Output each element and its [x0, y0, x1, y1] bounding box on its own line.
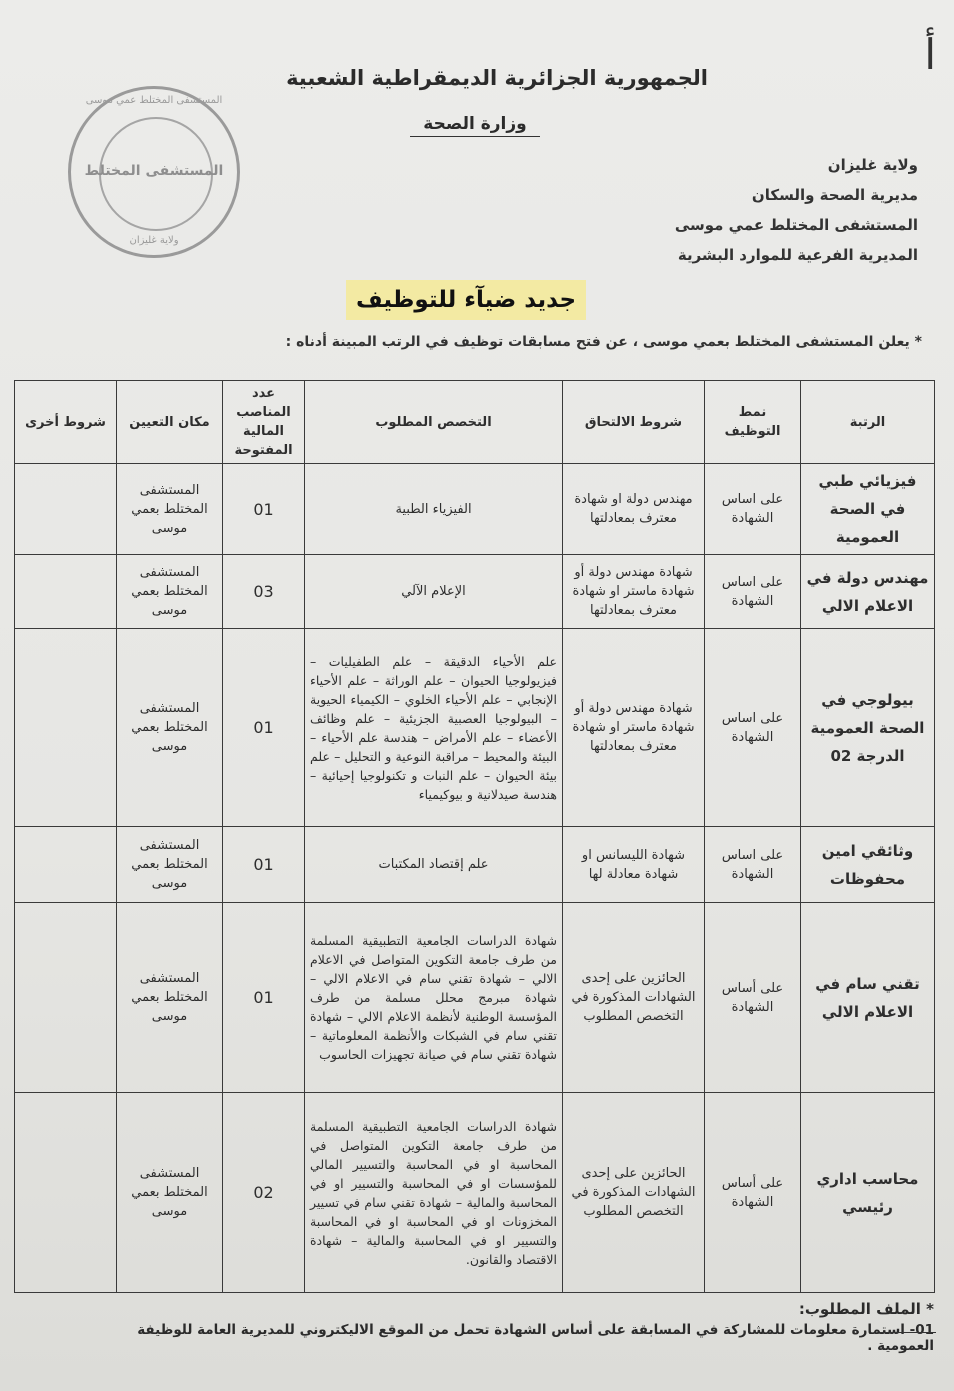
footer-underline: [880, 1332, 936, 1333]
cell-posts: 02: [223, 1093, 305, 1293]
header-conditions: شروط الالتحاق: [563, 381, 705, 464]
header-line-subdirectorate: المديرية الفرعية للموارد البشرية: [677, 246, 918, 264]
cell-specialty: شهادة الدراسات الجامعية التطبيقية المسلمة من طرف جامعة التكوين المتواصل في المحاسبة او في المحاسبة والتسيير المالي للمؤسسات او في المحاسبة والتسيير او في المحاسبة والمالية – شهادة تقني سام في تسيير المخزونات او في المحاسبة او في المحاسبة والتسيير او في المحاسبة والمالية – شهادة الاقتصاد والقانون.: [305, 1093, 563, 1293]
required-file-item-1: 01- استمارة معلومات للمشاركة في المسابقة على أساس الشهادة تحمل من الموقع الاليكتروني للمديرية العامة للوظيفة العمومية .: [137, 1322, 934, 1354]
cell-other: [15, 1093, 117, 1293]
official-stamp: [68, 86, 240, 258]
cell-specialty: علم الأحياء الدقيقة – علم الطفيليات – فيزيولوجيا الحيوان – علم الوراثة – علم الأحياء الإنجابي – علم الأحياء الخلوي – الكيمياء الحيوية – البيولوجيا العصبية الجزيئية – علم وظائف الأعضاء – علم الأمراض – هندسة علم الأحياء – البيئة والمحيط – مراقبة النوعية و التحليل – علم بيئة الحيوان – علم النبات و تكنولوجيا إحيائية – هندسة صيدلانية و بيوكيمياء: [305, 629, 563, 827]
cell-place: المستشفى المختلط بعمي موسى: [117, 464, 223, 555]
table-row: [15, 629, 935, 827]
cell-conditions: شهادة الليسانس او شهادة معادلة لها: [563, 827, 705, 903]
ministry-title: وزارة الصحة: [410, 114, 540, 137]
cell-other: [15, 555, 117, 629]
stamp-ring-top: المستشفى المختلط عمي موسى: [85, 95, 223, 106]
header-posts: عدد المناصب المالية المفتوحة: [223, 381, 305, 464]
cell-posts: 01: [223, 903, 305, 1093]
stamp-center-text: المستشفى المختلط: [84, 163, 224, 179]
cell-rank: مهندس دولة في الاعلام الالي: [801, 555, 935, 629]
cell-mode: على أساس الشهادة: [705, 903, 801, 1093]
cell-mode: على اساس الشهادة: [705, 827, 801, 903]
table-row: [15, 827, 935, 903]
corner-mark: أ: [924, 30, 936, 79]
header-mode: نمط التوظيف: [705, 381, 801, 464]
cell-rank: بيولوجي في الصحة العمومية الدرجة 02: [801, 629, 935, 827]
cell-other: [15, 464, 117, 555]
header-address-block: [675, 150, 918, 270]
cell-rank: وثائقي امين محفوظات: [801, 827, 935, 903]
cell-mode: على اساس الشهادة: [705, 555, 801, 629]
cell-other: [15, 827, 117, 903]
cell-rank: تقني سام في الاعلام الالي: [801, 903, 935, 1093]
cell-rank: فيزيائي طبي في الصحة العمومية: [801, 464, 935, 555]
header-rank: الرتبة: [801, 381, 935, 464]
cell-other: [15, 629, 117, 827]
cell-posts: 01: [223, 629, 305, 827]
stamp-ring-bottom: ولاية غليزان: [129, 235, 179, 246]
cell-conditions: شهادة مهندس دولة أو شهادة ماستر او شهادة معترف بمعادلتها: [563, 555, 705, 629]
cell-posts: 03: [223, 555, 305, 629]
table-row: [15, 1093, 935, 1293]
table-row: [15, 555, 935, 629]
cell-specialty: شهادة الدراسات الجامعية التطبيقية المسلمة من طرف جامعة التكوين المتواصل في الاعلام الالي – شهادة تقني سام في الاعلام الالي – شهادة مبرمج محلل مسلمة من طرف المؤسسة الوطنية لأنظمة الاعلام الالي – شهادة تقني سام في الشبكات والأنظمة المعلوماتية – شهادة تقني سام في صيانة تجهيزات الحاسوب: [305, 903, 563, 1093]
cell-rank: محاسب اداري رئيسي: [801, 1093, 935, 1293]
positions-table: [14, 380, 935, 1293]
cell-posts: 01: [223, 827, 305, 903]
header-line-wilaya: ولاية غليزان: [827, 156, 918, 174]
republic-title: الجمهورية الجزائرية الديمقراطية الشعبية: [286, 66, 708, 90]
cell-mode: على أساس الشهادة: [705, 1093, 801, 1293]
watermark-banner: جديد ضيآء للتوظيف: [346, 280, 586, 320]
table-row: [15, 903, 935, 1093]
cell-place: المستشفى المختلط بعمي موسى: [117, 555, 223, 629]
required-file-title: * الملف المطلوب:: [798, 1300, 934, 1318]
cell-place: المستشفى المختلط بعمي موسى: [117, 1093, 223, 1293]
cell-mode: على اساس الشهادة: [705, 629, 801, 827]
cell-posts: 01: [223, 464, 305, 555]
header-line-hospital: المستشفى المختلط عمي موسى: [674, 216, 918, 234]
table-header-row: [15, 381, 935, 464]
header-other: شروط أخرى: [15, 381, 117, 464]
cell-specialty: الإعلام الآلي: [305, 555, 563, 629]
cell-other: [15, 903, 117, 1093]
cell-place: المستشفى المختلط بعمي موسى: [117, 903, 223, 1093]
cell-conditions: الحائزين على إحدى الشهادات المذكورة في التخصص المطلوب: [563, 903, 705, 1093]
announcement-text: * يعلن المستشفى المختلط بعمي موسى ، عن فتح مسابقات توظيف في الرتب المبينة أدناه :: [285, 334, 922, 350]
header-place: مكان التعيين: [117, 381, 223, 464]
cell-conditions: الحائزين على إحدى الشهادات المذكورة في التخصص المطلوب: [563, 1093, 705, 1293]
cell-place: المستشفى المختلط بعمي موسى: [117, 629, 223, 827]
cell-specialty: علم إقتصاد المكتبات: [305, 827, 563, 903]
cell-place: المستشفى المختلط بعمي موسى: [117, 827, 223, 903]
cell-conditions: مهندس دولة او شهادة معترف بمعادلتها: [563, 464, 705, 555]
table-row: [15, 464, 935, 555]
header-line-directorate: مديرية الصحة والسكان: [751, 186, 918, 204]
header-specialty: التخصص المطلوب: [305, 381, 563, 464]
cell-mode: على اساس الشهادة: [705, 464, 801, 555]
cell-conditions: شهادة مهندس دولة أو شهادة ماستر او شهادة معترف بمعادلتها: [563, 629, 705, 827]
cell-specialty: الفيزياء الطبية: [305, 464, 563, 555]
